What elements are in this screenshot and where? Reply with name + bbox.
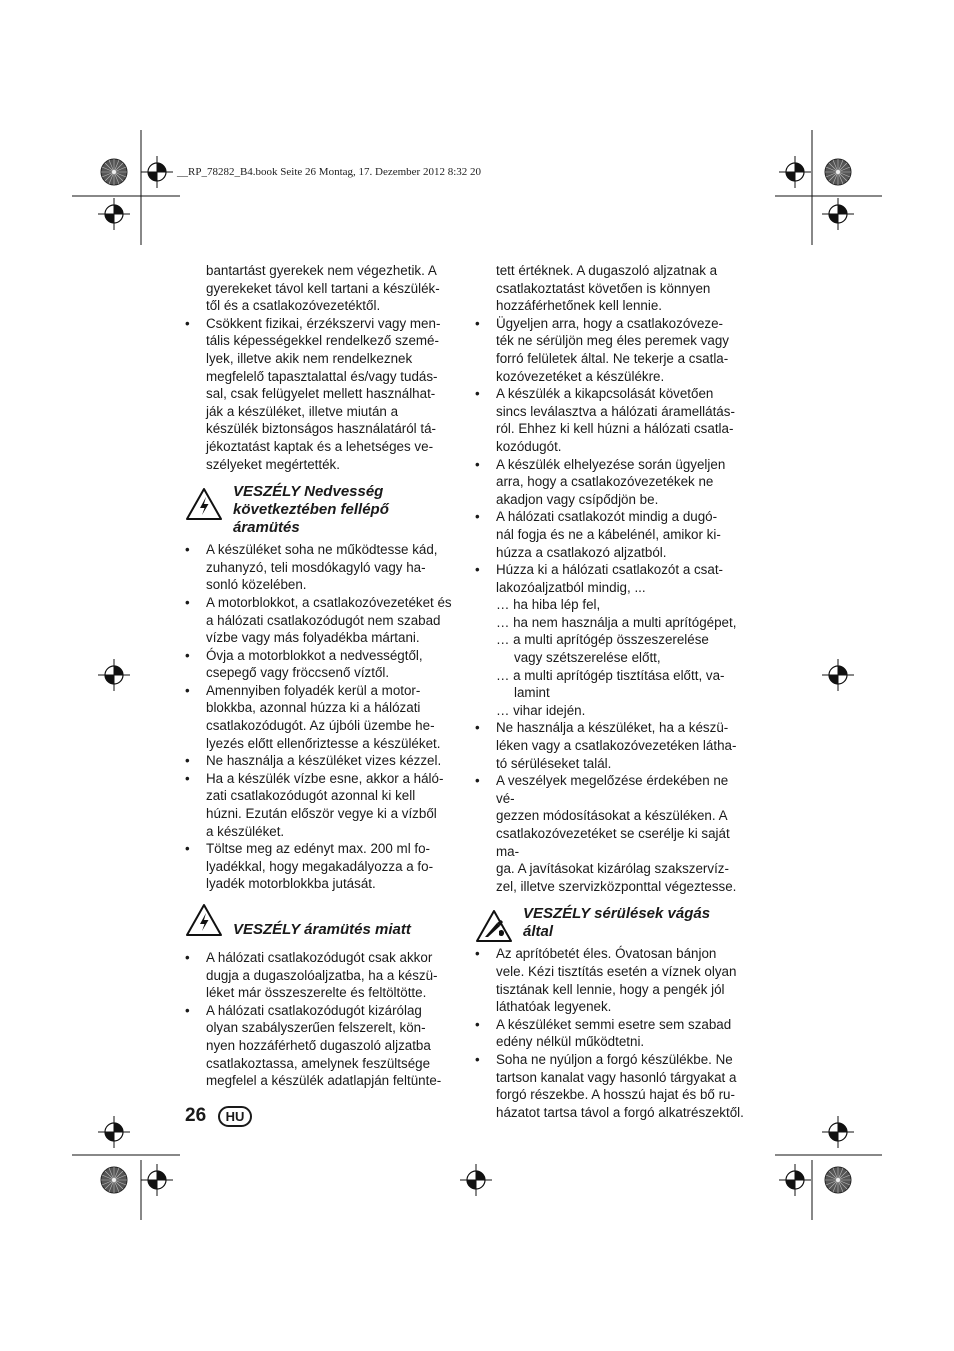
list-item: • A hálózati csatlakozót mindig a dugó- nál fogja és ne a kábelénél, amikor ki- húzza a csatlakozó aljzatból.	[475, 508, 750, 561]
warning-cut-injury	[475, 905, 750, 941]
list-item: • A készülék a kikapcsolását követően sincs leválasztva a hálózati áramellátás- ról. Ehhez ki kell húzni a hálózati csatla- kozódugót.	[475, 385, 750, 455]
electric-shock-warning-icon	[185, 903, 223, 937]
list-item: • Töltse meg az edényt max. 200 ml fo- lyadékkal, hogy megakadályozza a fo- lyadék motorblokkba jutását.	[185, 840, 457, 893]
bullet-list	[475, 945, 750, 1121]
cut-injury-warning-icon	[475, 909, 513, 943]
left-column	[185, 262, 457, 1090]
list-item: • Csökkent fizikai, érzékszervi vagy men- tális képességekkel rendelkező szemé- lyek, illetve akik nem rendelkeznek megfelelő tapasztalattal és/vagy tudás- sal, csak felügyelet mellett használhat- ják a készüléket, illetve miután a készülék biztonságos használatáról tá- jékoztatást kaptak és a lehetséges ve- szélyeket megértették.	[185, 315, 457, 473]
list-item: • Az aprítóbetét éles. Óvatosan bánjon vele. Kézi tisztítás esetén a víznek olyan tisztának kell lennie, hogy a pengék jól láthatóak legyenek.	[475, 945, 750, 1015]
warning-title: VESZÉLY sérülések vágás által	[523, 905, 711, 941]
list-item: • Ha a készülék vízbe esne, akkor a háló- zati csatlakozódugót azonnal ki kell húzni. Ezután először vegye ki a vízből a készüléket.	[185, 770, 457, 840]
list-item: … a multi aprítógép tisztítása előtt, va- lamint	[496, 667, 725, 701]
list-item: • Óvja a motorblokkot a nedvességtől, csepegő vagy fröccsenő víztől.	[185, 647, 457, 682]
list-item: • Soha ne nyúljon a forgó készülékbe. Ne tartson kanalat vagy hasonló tárgyakat a forgó részekbe. A hosszú hajat és bő ru- házatot tartsa távol a forgó alkatrészektől.	[475, 1051, 750, 1121]
list-item: • A készüléket semmi esetre sem szabad edény nélkül működtetni.	[475, 1016, 750, 1051]
page-number: 26	[185, 1105, 207, 1126]
right-column	[475, 262, 750, 1121]
list-item: • A készülék elhelyezése során ügyeljen arra, hogy a csatlakozóvezetékek ne akadjon vagy csípődjön be.	[475, 456, 750, 509]
intro-paragraph: tett értéknek. A dugaszoló aljzatnak a csatlakoztatást követően is könnyen hozzáférhetőnek kell lennie.	[496, 263, 718, 314]
warning-title: VESZÉLY áramütés miatt	[233, 921, 411, 938]
warning-moisture-shock	[185, 483, 457, 537]
warning-electric-shock	[185, 911, 457, 945]
list-item: • A hálózati csatlakozódugót csak akkor dugja a dugaszolóaljzatba, ha a készü- léket már összeszerelte és feltöltötte.	[185, 949, 457, 1002]
list-item: • Húzza ki a hálózati csatlakozót a csat- lakozóaljzatból mindig, ...	[475, 561, 750, 596]
list-item: • A motorblokkot, a csatlakozóvezetéket és a hálózati csatlakozódugót nem szabad vízbe vagy más folyadékba mártani.	[185, 594, 457, 647]
bullet-list	[475, 719, 750, 895]
list-item: • A készüléket soha ne működtesse kád, zuhanyzó, teli mosdókagyló vagy ha- sonló közelében.	[185, 541, 457, 594]
list-item: • Ne használja a készüléket vizes kézzel.	[185, 752, 457, 770]
sub-list	[475, 596, 750, 719]
list-item: • Ne használja a készüléket, ha a készü- léken vagy a csatlakozóvezetéken látha- tó sérüléseket talál.	[475, 719, 750, 772]
list-item: • Ügyeljen arra, hogy a csatlakozóveze- ték ne sérüljön meg éles peremek vagy forró felületek által. Ne tekerje a csatla- kozóvezetéket a készülékre.	[475, 315, 750, 385]
list-item: … ha hiba lép fel,	[496, 597, 601, 613]
print-file-header: __RP_78282_B4.book Seite 26 Montag, 17. Dezember 2012 8:32 20	[177, 166, 482, 178]
list-item: … vihar idején.	[496, 702, 586, 718]
list-item: • Amennyiben folyadék kerül a motor- blokkba, azonnal húzza ki a hálózati csatlakozódugót. Az újbóli üzembe he- lyezés előtt ellenőriztesse a készüléket.	[185, 682, 457, 752]
list-item: • A hálózati csatlakozódugót kizárólag olyan szabályszerűen felszerelt, kön- nyen hozzáférhető dugaszoló aljzatba csatlakoztassa, amelynek feszültsége megfelel a készülék adatlapján feltünte-	[185, 1002, 457, 1090]
electric-shock-warning-icon	[185, 487, 223, 521]
warning-title: VESZÉLY Nedvesség következtében fellépő áramütés	[233, 483, 389, 537]
bullet-list	[475, 315, 750, 597]
list-item: • A veszélyek megelőzése érdekében ne vé- gezzen módosításokat a készüléken. A csatlakozóvezetéket se cserélje ki saját ma- ga. A javításokat kizárólag szakszervíz- zel, illetve szervizközponttal végeztesse.	[475, 772, 750, 895]
list-item: … a multi aprítógép összeszerelése vagy szétszerelése előtt,	[496, 632, 709, 666]
list-item: … ha nem használja a multi aprítógépet,	[496, 614, 737, 630]
bullet-list	[185, 315, 457, 473]
bullet-list	[185, 541, 457, 893]
bullet-list	[185, 949, 457, 1090]
language-badge: HU	[218, 1106, 252, 1127]
intro-paragraph: bantartást gyerekek nem végezhetik. A gyerekeket távol kell tartani a készülék- től és a csatlakozóvezetéktől.	[206, 263, 440, 314]
